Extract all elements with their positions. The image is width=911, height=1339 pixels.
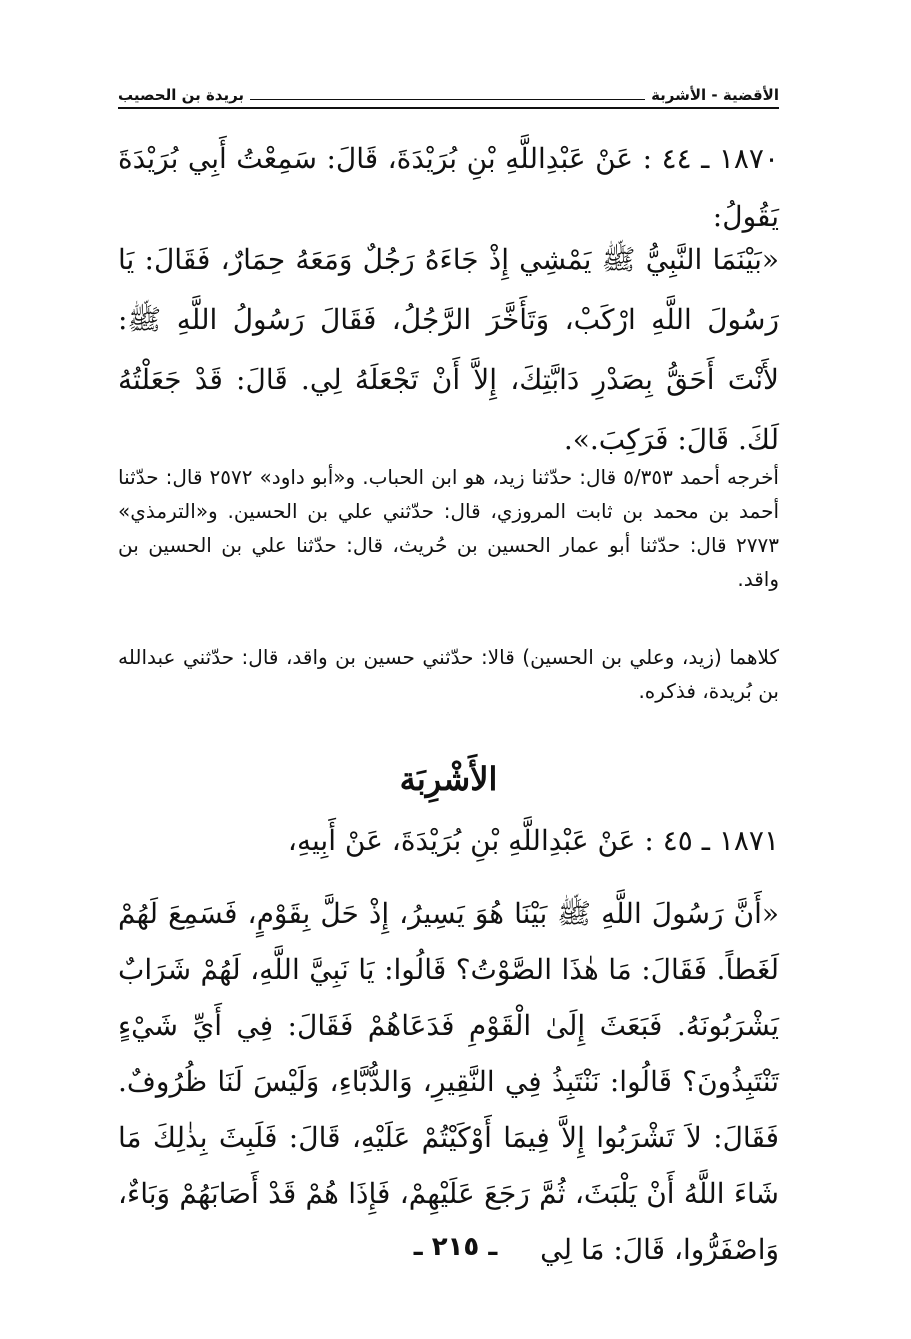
chapter-title: الأَشْرِبَة: [399, 760, 498, 798]
page-number: ـ ٢١٥ ـ: [413, 1232, 498, 1262]
hadith-1870-heading: ١٨٧٠ ـ ٤٤ : عَنْ عَبْدِاللَّهِ بْنِ بُرَيْدَةَ، قَالَ: سَمِعْتُ أَبِي بُرَيْدَةَ يَقُولُ:: [118, 142, 779, 233]
header-chapter-title: الأقضية - الأشربة: [651, 86, 779, 104]
hadith-1871-heading: ١٨٧١ ـ ٤٥ : عَنْ عَبْدِاللَّهِ بْنِ بُرَيْدَةَ، عَنْ أَبِيهِ،: [287, 824, 779, 857]
hadith-1871-text: «أَنَّ رَسُولَ اللَّهِ ﷺ بَيْنَا هُوَ يَسِيرُ، إِذْ حَلَّ بِقَوْمٍ، فَسَمِعَ لَهُمْ لَغَطاً. فَقَالَ: مَا هٰذَا الصَّوْتُ؟ قَالُوا: يَا نَبِيَّ اللَّهِ، لَهُمْ شَرَابٌ يَشْرَبُونَهُ. فَبَعَثَ إِلَىٰ الْقَوْمِ فَدَعَاهُمْ فَقَالَ: فِي أَيِّ شَيْءٍ تَنْتَبِذُونَ؟ قَالُوا: نَنْتَبِذُ فِي النَّقِيرِ، وَالدُّبَّاءِ، وَلَيْسَ لَنَا ظُرُوفٌ. فَقَالَ: لاَ تَشْرَبُوا إِلاَّ فِيمَا أَوْكَيْتُمْ عَلَيْهِ، قَالَ: فَلَبِثَ بِذٰلِكَ مَا شَاءَ اللَّهُ أَنْ يَلْبَثَ، ثُمَّ رَجَعَ عَلَيْهِمْ، فَإِذَا هُمْ قَدْ أَصَابَهُمْ وَبَاءٌ، وَاصْفَرُّوا، قَالَ: مَا لِي: [118, 897, 779, 1266]
hadith-1870-text: «بَيْنَمَا النَّبِيُّ ﷺ يَمْشِي إِذْ جَاءَهُ رَجُلٌ وَمَعَهُ حِمَارٌ، فَقَالَ: يَا رَسُولَ اللَّهِ ارْكَبْ، وَتَأَخَّرَ الرَّجُلُ، فَقَالَ رَسُولُ اللَّهِ ﷺ: لأَنْتَ أَحَقُّ بِصَدْرِ دَابَّتِكَ، إِلاَّ أَنْ تَجْعَلَهُ لِي. قَالَ: قَدْ جَعَلْتُهُ لَكَ. قَالَ: فَرَكِبَ.».: [118, 243, 779, 456]
header-rule: [250, 99, 645, 100]
header-narrator-name: بريدة بن الحصيب: [118, 86, 245, 104]
hadith-1870-takhrij-summary: كلاهما (زيد، وعلي بن الحسين) قالا: حدّثني حسين بن واقد، قال: حدّثني عبدالله بن بُريدة، فذكره.: [118, 645, 779, 703]
hadith-1870-takhrij: أخرجه أحمد ٥/٣٥٣ قال: حدّثنا زيد، هو ابن الحباب. و«أبو داود» ٢٥٧٢ قال: حدّثنا أحمد بن محمد بن ثابت المروزي، قال: حدّثني علي بن الحسين. و«الترمذي» ٢٧٧٣ قال: حدّثنا أبو عمار الحسين بن حُريث، قال: حدّثنا علي بن الحسين بن واقد.: [118, 465, 779, 591]
running-header: [118, 86, 779, 109]
